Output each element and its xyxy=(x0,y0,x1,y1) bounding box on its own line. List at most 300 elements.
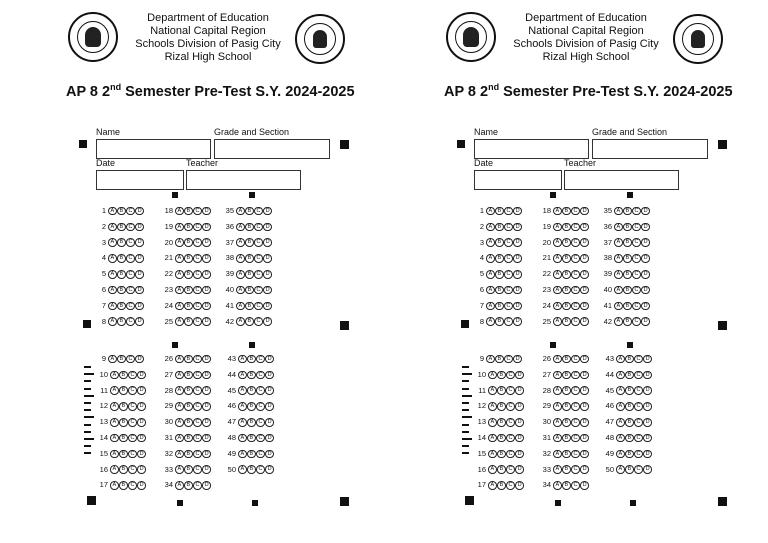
answer-bubble-d: D xyxy=(515,434,524,443)
answer-bubble-d: D xyxy=(513,302,522,311)
question-item xyxy=(223,205,272,217)
question-item xyxy=(540,400,589,412)
question-item xyxy=(475,300,522,312)
answer-bubble-a: A xyxy=(553,238,562,247)
answer-bubble-b: B xyxy=(245,317,254,326)
answer-bubble-c: C xyxy=(126,302,135,311)
answer-bubble-d: D xyxy=(202,238,211,247)
answer-bubble-b: B xyxy=(497,481,506,490)
letterhead-line-1: Department of Education xyxy=(525,12,647,24)
answer-bubble-d: D xyxy=(265,386,274,395)
question-number: 8 xyxy=(101,316,106,326)
letterhead-line-1: Department of Education xyxy=(147,12,269,24)
answer-bubble-d: D xyxy=(265,355,274,364)
answer-bubble-d: D xyxy=(641,223,650,232)
answer-bubble-c: C xyxy=(193,207,202,216)
answer-bubble-b: B xyxy=(623,302,632,311)
question-item xyxy=(162,448,211,460)
answer-bubble-c: C xyxy=(193,465,202,474)
question-number: 20 xyxy=(164,237,173,247)
answer-bubble-c: C xyxy=(571,450,580,459)
test-title-prefix: AP 8 2 xyxy=(444,83,489,100)
answer-bubble-a: A xyxy=(175,450,184,459)
question-item xyxy=(601,205,650,217)
answer-bubble-c: C xyxy=(128,418,137,427)
answer-bubble-b: B xyxy=(623,207,632,216)
answer-bubble-a: A xyxy=(486,302,495,311)
timing-stripe xyxy=(462,402,469,404)
answer-bubble-d: D xyxy=(202,207,211,216)
teacher-label: Teacher xyxy=(564,158,597,168)
answer-bubble-a: A xyxy=(175,418,184,427)
question-number: 12 xyxy=(477,401,486,411)
timing-stripe xyxy=(462,452,469,454)
answer-bubble-b: B xyxy=(117,254,126,263)
answer-bubble-d: D xyxy=(135,270,144,279)
answer-bubble-a: A xyxy=(108,355,117,364)
answer-bubble-a: A xyxy=(553,434,562,443)
answer-bubble-a: A xyxy=(175,317,184,326)
question-number: 28 xyxy=(164,385,173,395)
question-item xyxy=(475,479,524,491)
answer-bubble-d: D xyxy=(513,317,522,326)
question-number: 15 xyxy=(99,448,108,458)
answer-bubble-a: A xyxy=(110,418,119,427)
question-number: 28 xyxy=(542,385,551,395)
test-title-suffix: Semester Pre-Test S.Y. 2024-2025 xyxy=(499,83,733,100)
answer-bubble-b: B xyxy=(184,270,193,279)
timing-stripe xyxy=(462,395,472,397)
rizal-high-school-seal-logo xyxy=(673,14,723,64)
answer-bubble-b: B xyxy=(117,317,126,326)
answer-bubble-d: D xyxy=(265,450,274,459)
question-item xyxy=(162,432,211,444)
question-number: 22 xyxy=(542,269,551,279)
question-item xyxy=(225,353,274,365)
answer-bubble-a: A xyxy=(108,238,117,247)
answer-bubble-b: B xyxy=(184,481,193,490)
question-item xyxy=(475,448,524,460)
question-item xyxy=(603,448,652,460)
answer-bubble-c: C xyxy=(128,371,137,380)
question-item xyxy=(540,316,589,328)
answer-bubble-c: C xyxy=(571,207,580,216)
timing-stripe xyxy=(462,424,469,426)
question-item xyxy=(540,369,589,381)
answer-bubble-c: C xyxy=(256,450,265,459)
answer-bubble-c: C xyxy=(193,270,202,279)
answer-bubble-d: D xyxy=(513,286,522,295)
answer-bubble-c: C xyxy=(632,223,641,232)
answer-sheet-right xyxy=(378,0,762,543)
answer-bubble-a: A xyxy=(486,207,495,216)
answer-bubble-b: B xyxy=(497,465,506,474)
question-number: 23 xyxy=(542,285,551,294)
test-title xyxy=(66,82,366,100)
answer-bubble-c: C xyxy=(504,254,513,263)
answer-bubble-b: B xyxy=(562,286,571,295)
timing-stripe xyxy=(84,424,91,426)
question-number: 2 xyxy=(479,221,484,231)
question-number: 40 xyxy=(225,285,234,294)
answer-bubble-c: C xyxy=(254,286,263,295)
answer-bubble-a: A xyxy=(238,402,247,411)
answer-bubble-b: B xyxy=(497,386,506,395)
answer-bubble-c: C xyxy=(193,434,202,443)
reg-mark-mid-left xyxy=(83,320,91,328)
answer-bubble-c: C xyxy=(504,302,513,311)
answer-bubble-a: A xyxy=(110,386,119,395)
answer-bubble-a: A xyxy=(238,355,247,364)
answer-bubble-c: C xyxy=(193,371,202,380)
reg-mark-top-right xyxy=(340,140,349,149)
question-number: 21 xyxy=(164,253,173,263)
question-item xyxy=(162,252,211,264)
question-item xyxy=(603,353,652,365)
answer-bubble-d: D xyxy=(263,317,272,326)
answer-bubble-b: B xyxy=(562,302,571,311)
answer-bubble-a: A xyxy=(486,238,495,247)
answer-bubble-d: D xyxy=(580,402,589,411)
answer-bubble-a: A xyxy=(108,207,117,216)
timing-stripe xyxy=(84,409,91,411)
answer-bubble-b: B xyxy=(623,238,632,247)
answer-bubble-d: D xyxy=(265,434,274,443)
question-number: 34 xyxy=(164,480,173,490)
answer-bubble-b: B xyxy=(625,465,634,474)
name-field xyxy=(96,139,211,159)
answer-bubble-a: A xyxy=(488,371,497,380)
name-field xyxy=(474,139,589,159)
answer-bubble-c: C xyxy=(571,371,580,380)
answer-bubble-c: C xyxy=(504,238,513,247)
question-number: 37 xyxy=(603,237,612,247)
answer-bubble-b: B xyxy=(625,386,634,395)
timing-stripe xyxy=(84,373,94,375)
timing-stripe xyxy=(462,380,469,382)
answer-bubble-d: D xyxy=(643,465,652,474)
answer-bubble-d: D xyxy=(580,481,589,490)
timing-stripe xyxy=(462,366,469,368)
timing-stripe xyxy=(462,409,469,411)
question-number: 20 xyxy=(542,237,551,247)
answer-bubble-b: B xyxy=(625,371,634,380)
answer-bubble-c: C xyxy=(571,402,580,411)
timing-stripe xyxy=(462,445,469,447)
answer-bubble-d: D xyxy=(641,270,650,279)
timing-stripe xyxy=(84,402,91,404)
answer-bubble-a: A xyxy=(236,270,245,279)
answer-bubble-a: A xyxy=(175,371,184,380)
question-item xyxy=(225,416,274,428)
name-label: Name xyxy=(474,127,499,137)
answer-bubble-c: C xyxy=(256,434,265,443)
question-item xyxy=(97,432,146,444)
question-item xyxy=(97,369,146,381)
question-number: 36 xyxy=(225,221,234,231)
answer-bubble-a: A xyxy=(108,223,117,232)
answer-bubble-b: B xyxy=(623,254,632,263)
answer-bubble-b: B xyxy=(184,317,193,326)
answer-bubble-b: B xyxy=(247,355,256,364)
answer-bubble-b: B xyxy=(495,238,504,247)
question-item xyxy=(162,369,211,381)
question-number: 16 xyxy=(477,464,486,474)
rizal-high-school-seal-logo xyxy=(295,14,345,64)
answer-bubble-a: A xyxy=(616,434,625,443)
question-number: 10 xyxy=(99,369,108,379)
question-number: 3 xyxy=(101,237,106,247)
question-item xyxy=(97,221,144,233)
timing-stripe xyxy=(462,416,472,418)
answer-bubble-d: D xyxy=(580,418,589,427)
answer-bubble-d: D xyxy=(202,223,211,232)
question-item xyxy=(162,300,211,312)
answer-bubble-d: D xyxy=(513,238,522,247)
test-title xyxy=(444,82,744,100)
answer-bubble-c: C xyxy=(193,286,202,295)
question-number: 1 xyxy=(479,206,484,215)
question-number: 11 xyxy=(478,385,486,395)
answer-bubble-d: D xyxy=(580,465,589,474)
answer-bubble-c: C xyxy=(254,223,263,232)
answer-bubble-b: B xyxy=(623,270,632,279)
answer-bubble-a: A xyxy=(614,223,623,232)
answer-bubble-d: D xyxy=(643,355,652,364)
timing-stripe xyxy=(84,452,91,454)
answer-bubble-d: D xyxy=(137,418,146,427)
answer-bubble-d: D xyxy=(580,355,589,364)
question-item xyxy=(97,353,144,365)
answer-bubble-b: B xyxy=(495,317,504,326)
question-number: 19 xyxy=(542,221,551,231)
answer-bubble-c: C xyxy=(571,317,580,326)
answer-bubble-a: A xyxy=(175,254,184,263)
answer-bubble-d: D xyxy=(515,402,524,411)
question-item xyxy=(475,432,524,444)
answer-bubble-a: A xyxy=(175,386,184,395)
answer-bubble-b: B xyxy=(184,302,193,311)
teacher-label: Teacher xyxy=(186,158,219,168)
timing-stripe xyxy=(462,373,472,375)
question-item xyxy=(540,284,589,296)
answer-bubble-c: C xyxy=(193,223,202,232)
answer-bubble-a: A xyxy=(110,450,119,459)
answer-bubble-c: C xyxy=(126,238,135,247)
letterhead-line-3: Schools Division of Pasig City xyxy=(513,38,659,50)
answer-bubble-b: B xyxy=(562,355,571,364)
question-number: 31 xyxy=(164,433,173,442)
question-item xyxy=(603,400,652,412)
answer-bubble-a: A xyxy=(175,238,184,247)
question-number: 35 xyxy=(225,206,234,215)
answer-bubble-d: D xyxy=(137,434,146,443)
answer-bubble-d: D xyxy=(137,386,146,395)
answer-bubble-a: A xyxy=(175,481,184,490)
letterhead xyxy=(496,12,676,64)
question-item xyxy=(540,385,589,397)
answer-bubble-c: C xyxy=(506,371,515,380)
reg-mark-top-right xyxy=(718,140,727,149)
question-item xyxy=(225,385,274,397)
question-item xyxy=(540,252,589,264)
answer-bubble-d: D xyxy=(202,371,211,380)
question-item xyxy=(162,237,211,249)
question-item xyxy=(601,221,650,233)
answer-bubble-b: B xyxy=(117,355,126,364)
answer-bubble-c: C xyxy=(193,386,202,395)
answer-bubble-a: A xyxy=(175,434,184,443)
answer-bubble-c: C xyxy=(126,254,135,263)
answer-bubble-a: A xyxy=(175,402,184,411)
name-label: Name xyxy=(96,127,121,137)
question-number: 38 xyxy=(603,253,612,263)
answer-bubble-d: D xyxy=(515,371,524,380)
timing-stripe xyxy=(84,416,94,418)
answer-bubble-c: C xyxy=(506,418,515,427)
question-item xyxy=(162,268,211,280)
answer-bubble-c: C xyxy=(126,207,135,216)
question-item xyxy=(223,221,272,233)
answer-bubble-d: D xyxy=(641,238,650,247)
reg-mark-top-center-2 xyxy=(249,192,255,198)
question-item xyxy=(97,464,146,476)
answer-bubble-b: B xyxy=(625,355,634,364)
answer-bubble-b: B xyxy=(497,450,506,459)
answer-bubble-b: B xyxy=(562,418,571,427)
answer-bubble-b: B xyxy=(184,371,193,380)
reg-mark-bottom-center-1 xyxy=(555,500,561,506)
answer-bubble-d: D xyxy=(580,386,589,395)
question-item xyxy=(225,448,274,460)
answer-bubble-a: A xyxy=(108,270,117,279)
answer-bubble-c: C xyxy=(632,207,641,216)
question-item xyxy=(97,400,146,412)
question-number: 29 xyxy=(542,401,551,411)
question-item xyxy=(97,268,144,280)
question-number: 38 xyxy=(225,253,234,263)
answer-bubble-b: B xyxy=(495,286,504,295)
question-number: 47 xyxy=(605,417,614,427)
answer-bubble-b: B xyxy=(562,402,571,411)
answer-bubble-b: B xyxy=(562,207,571,216)
question-number: 41 xyxy=(603,300,612,310)
answer-bubble-c: C xyxy=(571,434,580,443)
answer-bubble-d: D xyxy=(135,254,144,263)
answer-bubble-d: D xyxy=(202,286,211,295)
question-item xyxy=(223,300,272,312)
answer-bubble-b: B xyxy=(245,286,254,295)
answer-bubble-b: B xyxy=(562,371,571,380)
answer-bubble-b: B xyxy=(245,254,254,263)
question-number: 46 xyxy=(605,401,614,411)
answer-bubble-c: C xyxy=(571,223,580,232)
question-number: 45 xyxy=(227,385,236,395)
letterhead-line-4: Rizal High School xyxy=(542,51,630,63)
question-item xyxy=(475,464,524,476)
answer-bubble-b: B xyxy=(495,302,504,311)
answer-bubble-c: C xyxy=(193,302,202,311)
answer-bubble-d: D xyxy=(263,254,272,263)
question-number: 14 xyxy=(477,433,486,442)
answer-bubble-d: D xyxy=(643,434,652,443)
grade-section-field xyxy=(592,139,708,159)
reg-mark-top-center-1 xyxy=(550,192,556,198)
answer-bubble-a: A xyxy=(488,481,497,490)
answer-bubble-d: D xyxy=(265,418,274,427)
question-item xyxy=(475,205,522,217)
question-item xyxy=(603,416,652,428)
question-number: 1 xyxy=(101,206,106,215)
question-item xyxy=(475,353,522,365)
answer-bubble-d: D xyxy=(202,355,211,364)
answer-bubble-b: B xyxy=(184,418,193,427)
answer-bubble-a: A xyxy=(110,371,119,380)
question-item xyxy=(603,385,652,397)
answer-bubble-a: A xyxy=(614,317,623,326)
question-number: 33 xyxy=(164,464,173,474)
answer-bubble-c: C xyxy=(126,223,135,232)
question-number: 13 xyxy=(477,417,486,427)
answer-bubble-b: B xyxy=(495,223,504,232)
answer-bubble-a: A xyxy=(238,434,247,443)
answer-bubble-d: D xyxy=(641,207,650,216)
question-number: 35 xyxy=(603,206,612,215)
answer-bubble-c: C xyxy=(634,386,643,395)
answer-bubble-c: C xyxy=(632,286,641,295)
question-number: 9 xyxy=(101,354,106,363)
question-number: 5 xyxy=(479,269,484,279)
answer-bubble-a: A xyxy=(553,302,562,311)
question-item xyxy=(603,464,652,476)
answer-bubble-d: D xyxy=(265,371,274,380)
letterhead-line-4: Rizal High School xyxy=(164,51,252,63)
question-item xyxy=(223,252,272,264)
grade-section-field xyxy=(214,139,330,159)
answer-bubble-a: A xyxy=(616,371,625,380)
answer-bubble-b: B xyxy=(184,355,193,364)
answer-bubble-b: B xyxy=(119,371,128,380)
answer-bubble-b: B xyxy=(245,302,254,311)
deped-seal-logo xyxy=(446,12,496,62)
answer-bubble-b: B xyxy=(117,207,126,216)
question-item xyxy=(223,237,272,249)
question-number: 19 xyxy=(164,221,173,231)
answer-bubble-a: A xyxy=(553,207,562,216)
timing-stripe xyxy=(462,431,469,433)
answer-bubble-a: A xyxy=(236,286,245,295)
question-item xyxy=(603,432,652,444)
answer-bubble-c: C xyxy=(634,371,643,380)
answer-bubble-b: B xyxy=(495,254,504,263)
answer-bubble-d: D xyxy=(263,207,272,216)
answer-bubble-c: C xyxy=(256,371,265,380)
answer-bubble-a: A xyxy=(616,402,625,411)
question-item xyxy=(223,284,272,296)
answer-bubble-c: C xyxy=(504,286,513,295)
answer-bubble-c: C xyxy=(506,434,515,443)
answer-bubble-a: A xyxy=(110,465,119,474)
question-number: 8 xyxy=(479,316,484,326)
question-item xyxy=(601,237,650,249)
answer-bubble-a: A xyxy=(110,481,119,490)
answer-bubble-a: A xyxy=(616,418,625,427)
question-item xyxy=(97,252,144,264)
answer-bubble-c: C xyxy=(632,270,641,279)
answer-bubble-b: B xyxy=(247,402,256,411)
question-number: 26 xyxy=(542,354,551,363)
question-number: 46 xyxy=(227,401,236,411)
